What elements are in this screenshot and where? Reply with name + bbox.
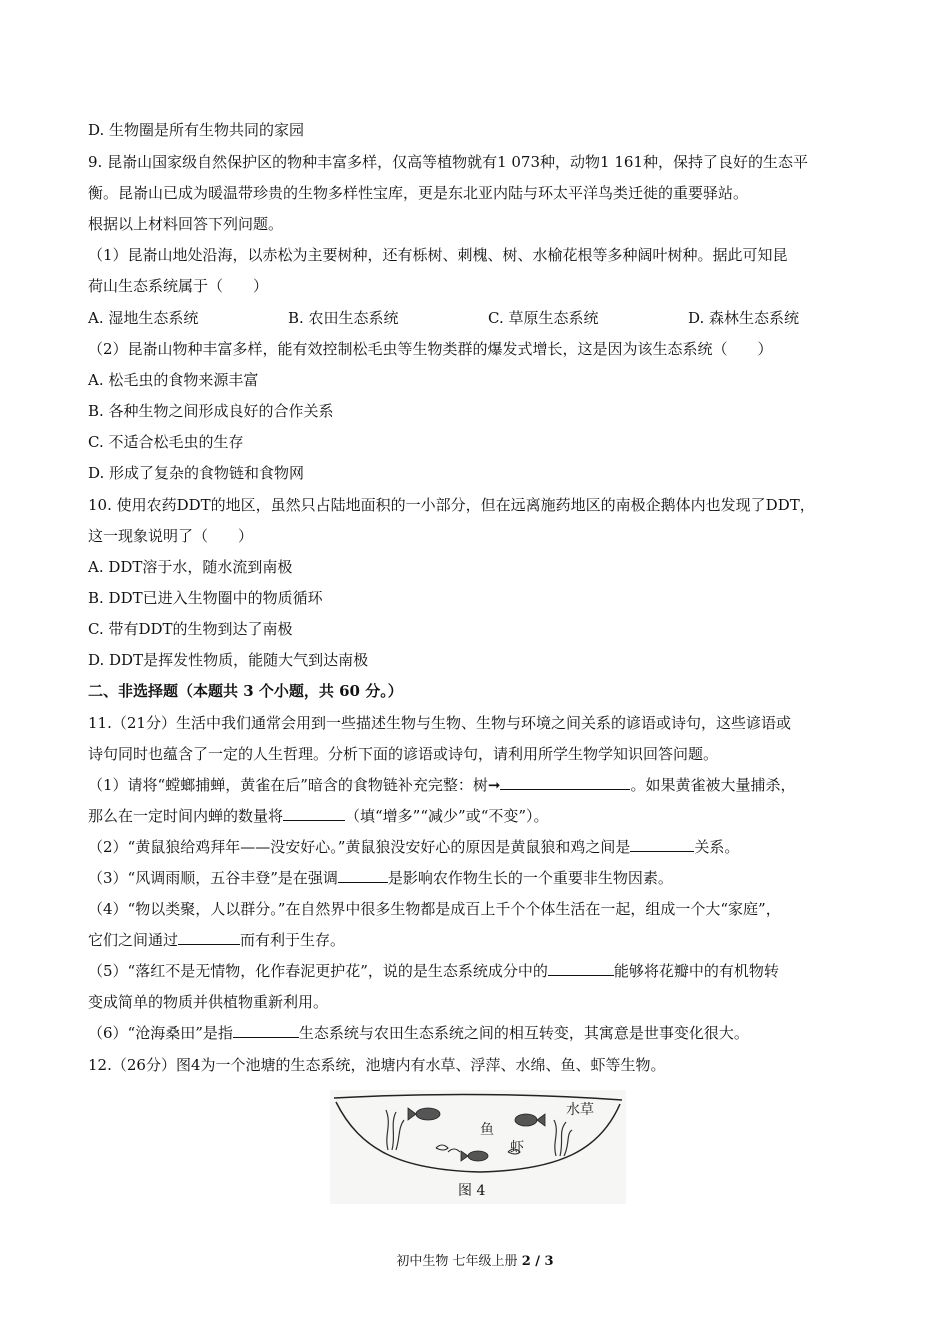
q11-part3-text-a: （3）“风调雨顺，五谷丰登”是在强调: [88, 869, 338, 887]
q11-part1-text-b: 。如果黄雀被大量捕杀，: [630, 776, 796, 794]
q11-part1-blank2[interactable]: [283, 806, 345, 821]
q11-part1-text-a: （1）请将“螳螂捕蝉，黄雀在后”暗含的食物链补充完整：树: [88, 776, 488, 794]
q11-part1-line2: [88, 806, 549, 826]
label-shrimp: 虾: [510, 1140, 524, 1156]
q10-option-a: A. DDT溶于水，随水流到南极: [88, 558, 293, 576]
q11-part2-text-b: 关系。: [694, 838, 740, 856]
q10-option-b: B. DDT已进入生物圈中的物质循环: [88, 589, 323, 607]
q11-part1-blank1[interactable]: [500, 775, 630, 790]
q10-stem-line2: 这一现象说明了（ ）: [88, 527, 254, 545]
q9-sub1-line2: 荷山生态系统属于（ ）: [88, 277, 269, 295]
q11-part4-text-c: 而有利于生存。: [240, 931, 346, 949]
label-water-grass: 水草: [566, 1102, 594, 1118]
q11-part1-text-d: （填“增多”“减少”或“不变”）。: [345, 807, 549, 825]
q9-sub2-option-c: C. 不适合松毛虫的生存: [88, 433, 244, 451]
page-number: 2 / 3: [521, 1254, 554, 1269]
q11-part6-blank[interactable]: [233, 1023, 299, 1038]
q11-part3-text-b: 是影响农作物生长的一个重要非生物因素。: [387, 869, 673, 887]
q11-part6-text-b: 生态系统与农田生态系统之间的相互转变，其寓意是世事变化很大。: [298, 1024, 749, 1042]
q11-stem-line1: 11.（21分）生活中我们通常会用到一些描述生物与生物、生物与环境之间关系的谚语或诗句，这些谚语或: [88, 714, 791, 732]
footer-text: 初中生物 七年级上册: [396, 1254, 522, 1269]
q10-stem-line1: 10. 使用农药DDT的地区，虽然只占陆地面积的一小部分，但在远离施药地区的南极企鹅体内也发现了DDT，: [88, 496, 815, 514]
q9-stem-line2: 衡。昆嵛山已成为暖温带珍贵的生物多样性宝库，更是东北亚内陆与环太平洋鸟类迁徙的重要驿站。: [88, 184, 749, 202]
q9-sub2-option-a: A. 松毛虫的食物来源丰富: [88, 371, 259, 389]
q11-part2-blank[interactable]: [630, 837, 694, 852]
q9-sub1-line1: （1）昆嵛山地处沿海，以赤松为主要树种，还有栎树、刺槐、树、水榆花根等多种阔叶树种。据此可知昆: [88, 246, 788, 264]
q11-part5-line2: 变成简单的物质并供植物重新利用。: [88, 993, 329, 1011]
q9-sub2-option-b: B. 各种生物之间形成良好的合作关系: [88, 402, 334, 420]
q11-part4-line2: [88, 930, 345, 950]
q12-stem: 12.（26分）图4为一个池塘的生态系统，池塘内有水草、浮萍、水绵、鱼、虾等生物。: [88, 1056, 666, 1074]
q10-option-c: C. 带有DDT的生物到达了南极: [88, 620, 293, 638]
q11-part1-line1: [88, 775, 795, 795]
q9-stem-line3: 根据以上材料回答下列问题。: [88, 215, 284, 233]
q11-part5-line1: [88, 961, 779, 981]
q11-part2-text-a: （2）“黄鼠狼给鸡拜年——没安好心。”黄鼠狼没安好心的原因是黄鼠狼和鸡之间是: [88, 838, 631, 856]
q11-stem-line2: 诗句同时也蕴含了一定的人生哲理。分析下面的谚语或诗句，请利用所学生物学知识回答问题。: [88, 745, 719, 763]
q11-part1-text-c: 那么在一定时间内蝉的数量将: [88, 807, 284, 825]
q11-part5-text-b: 能够将花瓣中的有机物转: [613, 962, 779, 980]
q11-part6-line: [88, 1023, 749, 1043]
q9-sub1-option-d: D. 森林生态系统: [688, 309, 800, 327]
q11-part4-line1: （4）“物以类聚，人以群分。”在自然界中很多生物都是成百上千个个体生活在一起，组成一个大“家庭”，: [88, 900, 781, 918]
q8-option-d: D. 生物圈是所有生物共同的家园: [88, 121, 305, 139]
q11-part2-line: [88, 837, 739, 857]
figure-caption: 图 4: [458, 1183, 486, 1199]
q9-stem-line1: 9. 昆嵛山国家级自然保护区的物种丰富多样，仅高等植物就有1 073种，动物1 161种，保持了良好的生态平: [88, 153, 808, 171]
q9-sub2-option-d: D. 形成了复杂的食物链和食物网: [88, 464, 305, 482]
q11-part5-blank[interactable]: [548, 961, 614, 976]
q11-part4-text-b: 它们之间通过: [88, 931, 179, 949]
q11-part3-blank[interactable]: [338, 868, 388, 883]
label-fish: 鱼: [480, 1122, 494, 1138]
q9-sub2-stem: （2）昆嵛山物种丰富多样，能有效控制松毛虫等生物类群的爆发式增长，这是因为该生态系统（ ）: [88, 340, 773, 358]
q11-part6-text-a: （6）“沧海桑田”是指: [88, 1024, 233, 1042]
section2-title: 二、非选择题（本题共 3 个小题，共 60 分。）: [88, 682, 403, 700]
q10-option-d: D. DDT是挥发性物质，能随大气到达南极: [88, 651, 369, 669]
q11-part3-line: [88, 868, 673, 888]
page-footer: [0, 1250, 950, 1269]
q11-part5-text-a: （5）“落红不是无情物，化作春泥更护花”，说的是生态系统成分中的: [88, 962, 548, 980]
q11-part4-blank[interactable]: [178, 930, 240, 945]
q9-sub1-option-c: C. 草原生态系统: [488, 309, 599, 327]
arrow-icon: ➞: [487, 776, 501, 794]
q9-sub1-option-b: B. 农田生态系统: [288, 309, 399, 327]
q9-sub1-option-a: A. 湿地生态系统: [88, 309, 199, 327]
